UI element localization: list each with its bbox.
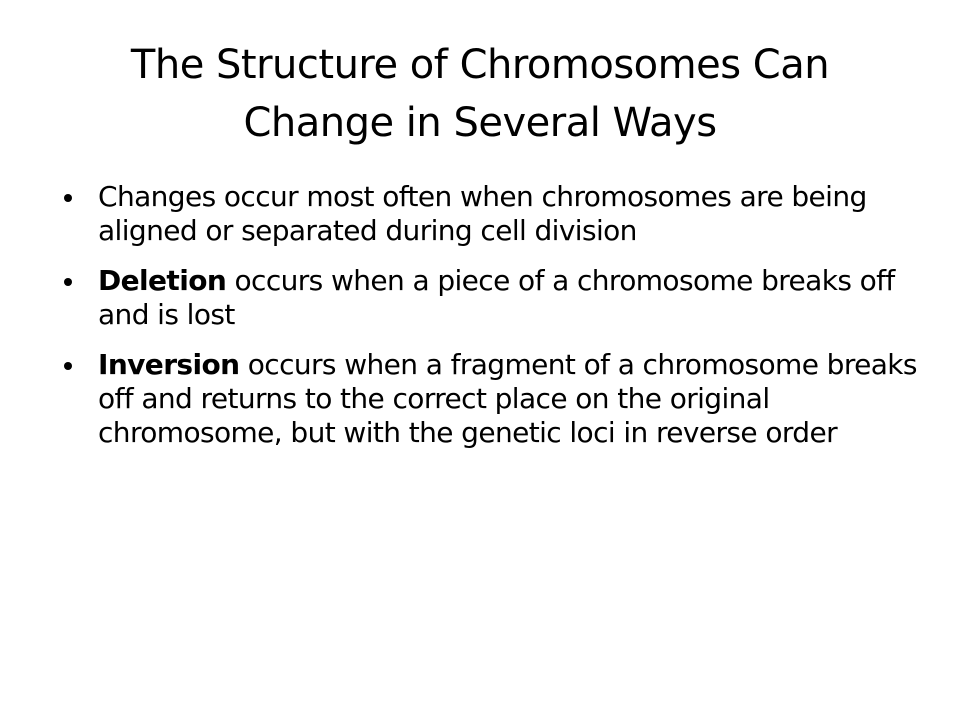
slide-title: The Structure of Chromosomes Can Change in Several Ways xyxy=(130,42,830,146)
bullet-item xyxy=(64,348,924,450)
bullet-dot-icon xyxy=(64,278,72,286)
bullet-item xyxy=(64,180,924,248)
bullet-term: Inversion xyxy=(98,348,240,381)
bullet-list xyxy=(64,180,924,466)
bullet-item xyxy=(64,264,924,332)
bullet-text: occurs when a fragment of a chromosome breaks off and returns to the correct place on the original chromosome, but with the genetic loci in reverse order xyxy=(98,348,917,449)
bullet-dot-icon xyxy=(64,362,72,370)
bullet-text: occurs when a piece of a chromosome breaks off and is lost xyxy=(98,264,895,331)
bullet-text: Changes occur most often when chromosomes are being aligned or separated during cell division xyxy=(98,180,867,247)
bullet-term: Deletion xyxy=(98,264,227,297)
bullet-dot-icon xyxy=(64,194,72,202)
